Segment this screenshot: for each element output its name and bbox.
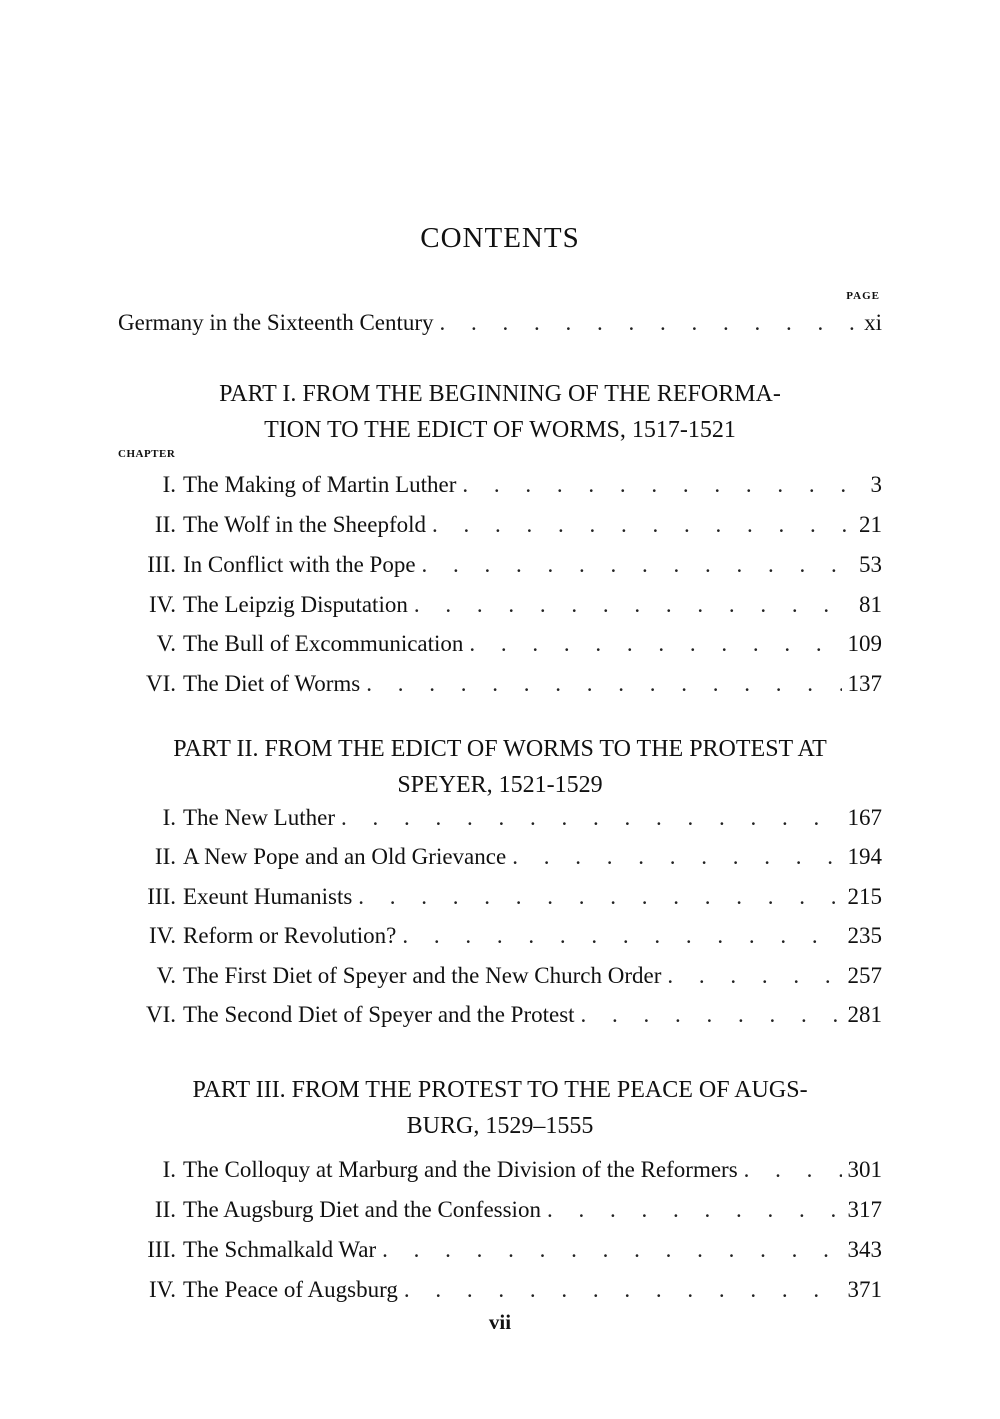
- dot-leader: [382, 1233, 841, 1267]
- chapter-column-label: CHAPTER: [118, 448, 176, 460]
- chapter-title: The Augsburg Diet and the Confession: [183, 1197, 541, 1222]
- chapter-entry: [118, 667, 882, 701]
- chapter-entry: [118, 588, 882, 622]
- chapter-page: 371: [847, 1277, 882, 1302]
- chapter-number: III.: [147, 1237, 176, 1262]
- dot-leader: [512, 840, 841, 874]
- chapter-number: III.: [147, 552, 176, 577]
- chapter-page: 235: [847, 923, 882, 948]
- dot-leader: [414, 588, 853, 622]
- chapter-title: A New Pope and an Old Grievance: [183, 844, 507, 869]
- chapter-page: 53: [859, 552, 882, 577]
- dot-leader: [744, 1153, 842, 1187]
- entry-page: xi: [864, 310, 882, 335]
- chapter-entry: [118, 998, 882, 1032]
- chapter-title: In Conflict with the Pope: [183, 552, 416, 577]
- chapter-number: III.: [147, 884, 176, 909]
- chapter-number: II.: [154, 512, 176, 537]
- chapter-title: The Peace of Augsburg: [183, 1277, 398, 1302]
- chapter-page: 257: [847, 963, 882, 988]
- page-title: CONTENTS: [420, 222, 580, 254]
- dot-leader: [358, 880, 841, 914]
- part-heading-line: SPEYER, 1521-1529: [397, 772, 603, 798]
- chapter-number: II.: [154, 1197, 176, 1222]
- chapter-title: The Making of Martin Luther: [183, 472, 457, 497]
- chapter-number: II.: [154, 844, 176, 869]
- chapter-page: 317: [847, 1197, 882, 1222]
- chapter-number: V.: [156, 631, 176, 656]
- chapter-entry: [118, 1233, 882, 1267]
- page-number: vii: [488, 1310, 512, 1334]
- chapter-title: The Leipzig Disputation: [183, 592, 408, 617]
- chapter-entry: [118, 840, 882, 874]
- chapter-page: 167: [847, 805, 882, 830]
- chapter-title: The Bull of Excommunication: [183, 631, 464, 656]
- part-heading-line: BURG, 1529–1555: [406, 1113, 594, 1139]
- chapter-entry: [118, 880, 882, 914]
- chapter-entry: [118, 1273, 882, 1307]
- chapter-number: V.: [156, 963, 176, 988]
- chapter-number: I.: [162, 1157, 176, 1182]
- intro-entry: [118, 306, 882, 340]
- dot-leader: [366, 667, 841, 701]
- part-heading-line: TION TO THE EDICT OF WORMS, 1517-1521: [264, 417, 736, 443]
- chapter-title: The First Diet of Speyer and the New Church Order: [183, 963, 662, 988]
- chapter-entry: [118, 508, 882, 542]
- chapter-page: 21: [859, 512, 882, 537]
- chapter-entry: [118, 468, 882, 502]
- chapter-page: 301: [847, 1157, 882, 1182]
- dot-leader: [404, 1273, 842, 1307]
- part-heading: [118, 376, 882, 448]
- chapter-title: The Diet of Worms: [183, 671, 361, 696]
- chapter-number: VI.: [145, 671, 176, 696]
- chapter-page: 81: [859, 592, 882, 617]
- dot-leader: [469, 627, 841, 661]
- chapter-title: The Second Diet of Speyer and the Protest: [183, 1002, 575, 1027]
- part-heading-line: PART I. FROM THE BEGINNING OF THE REFORMA-: [219, 381, 781, 407]
- chapter-title: Exeunt Humanists: [183, 884, 353, 909]
- part-heading-line: PART III. FROM THE PROTEST TO THE PEACE OF AUGS-: [192, 1077, 808, 1103]
- chapter-title: The Wolf in the Sheepfold: [183, 512, 427, 537]
- chapter-number: IV.: [148, 923, 176, 948]
- chapter-page: 109: [847, 631, 882, 656]
- chapter-page: 3: [870, 472, 882, 497]
- part-heading: [118, 1072, 882, 1144]
- chapter-title: The Schmalkald War: [183, 1237, 377, 1262]
- chapter-title: The Colloquy at Marburg and the Division of the Reformers: [183, 1157, 738, 1182]
- chapter-number: IV.: [148, 592, 176, 617]
- part-heading: [118, 731, 882, 803]
- chapter-number: I.: [162, 805, 176, 830]
- entry-title: Germany in the Sixteenth Century: [118, 310, 434, 335]
- dot-leader: [581, 998, 842, 1032]
- dot-leader: [667, 959, 841, 993]
- dot-leader: [341, 801, 842, 835]
- dot-leader: [462, 468, 856, 502]
- dot-leader: [432, 508, 853, 542]
- chapter-entry: [118, 627, 882, 661]
- chapter-page: 215: [847, 884, 882, 909]
- chapter-number: I.: [162, 472, 176, 497]
- dot-leader: [422, 548, 853, 582]
- dot-leader: [547, 1193, 842, 1227]
- page-column-label: PAGE: [846, 290, 880, 302]
- chapter-number: VI.: [145, 1002, 176, 1027]
- chapter-number: IV.: [148, 1277, 176, 1302]
- chapter-title: Reform or Revolution?: [183, 923, 397, 948]
- chapter-page: 194: [847, 844, 882, 869]
- chapter-page: 343: [847, 1237, 882, 1262]
- chapter-entry: [118, 801, 882, 835]
- part-heading-line: PART II. FROM THE EDICT OF WORMS TO THE PROTEST AT: [173, 736, 827, 762]
- chapter-entry: [118, 1153, 882, 1187]
- chapter-entry: [118, 548, 882, 582]
- chapter-entry: [118, 959, 882, 993]
- chapter-page: 137: [847, 671, 882, 696]
- chapter-page: 281: [847, 1002, 882, 1027]
- dot-leader: [402, 919, 841, 953]
- chapter-title: The New Luther: [183, 805, 335, 830]
- chapter-entry: [118, 1193, 882, 1227]
- dot-leader: [440, 306, 856, 340]
- chapter-entry: [118, 919, 882, 953]
